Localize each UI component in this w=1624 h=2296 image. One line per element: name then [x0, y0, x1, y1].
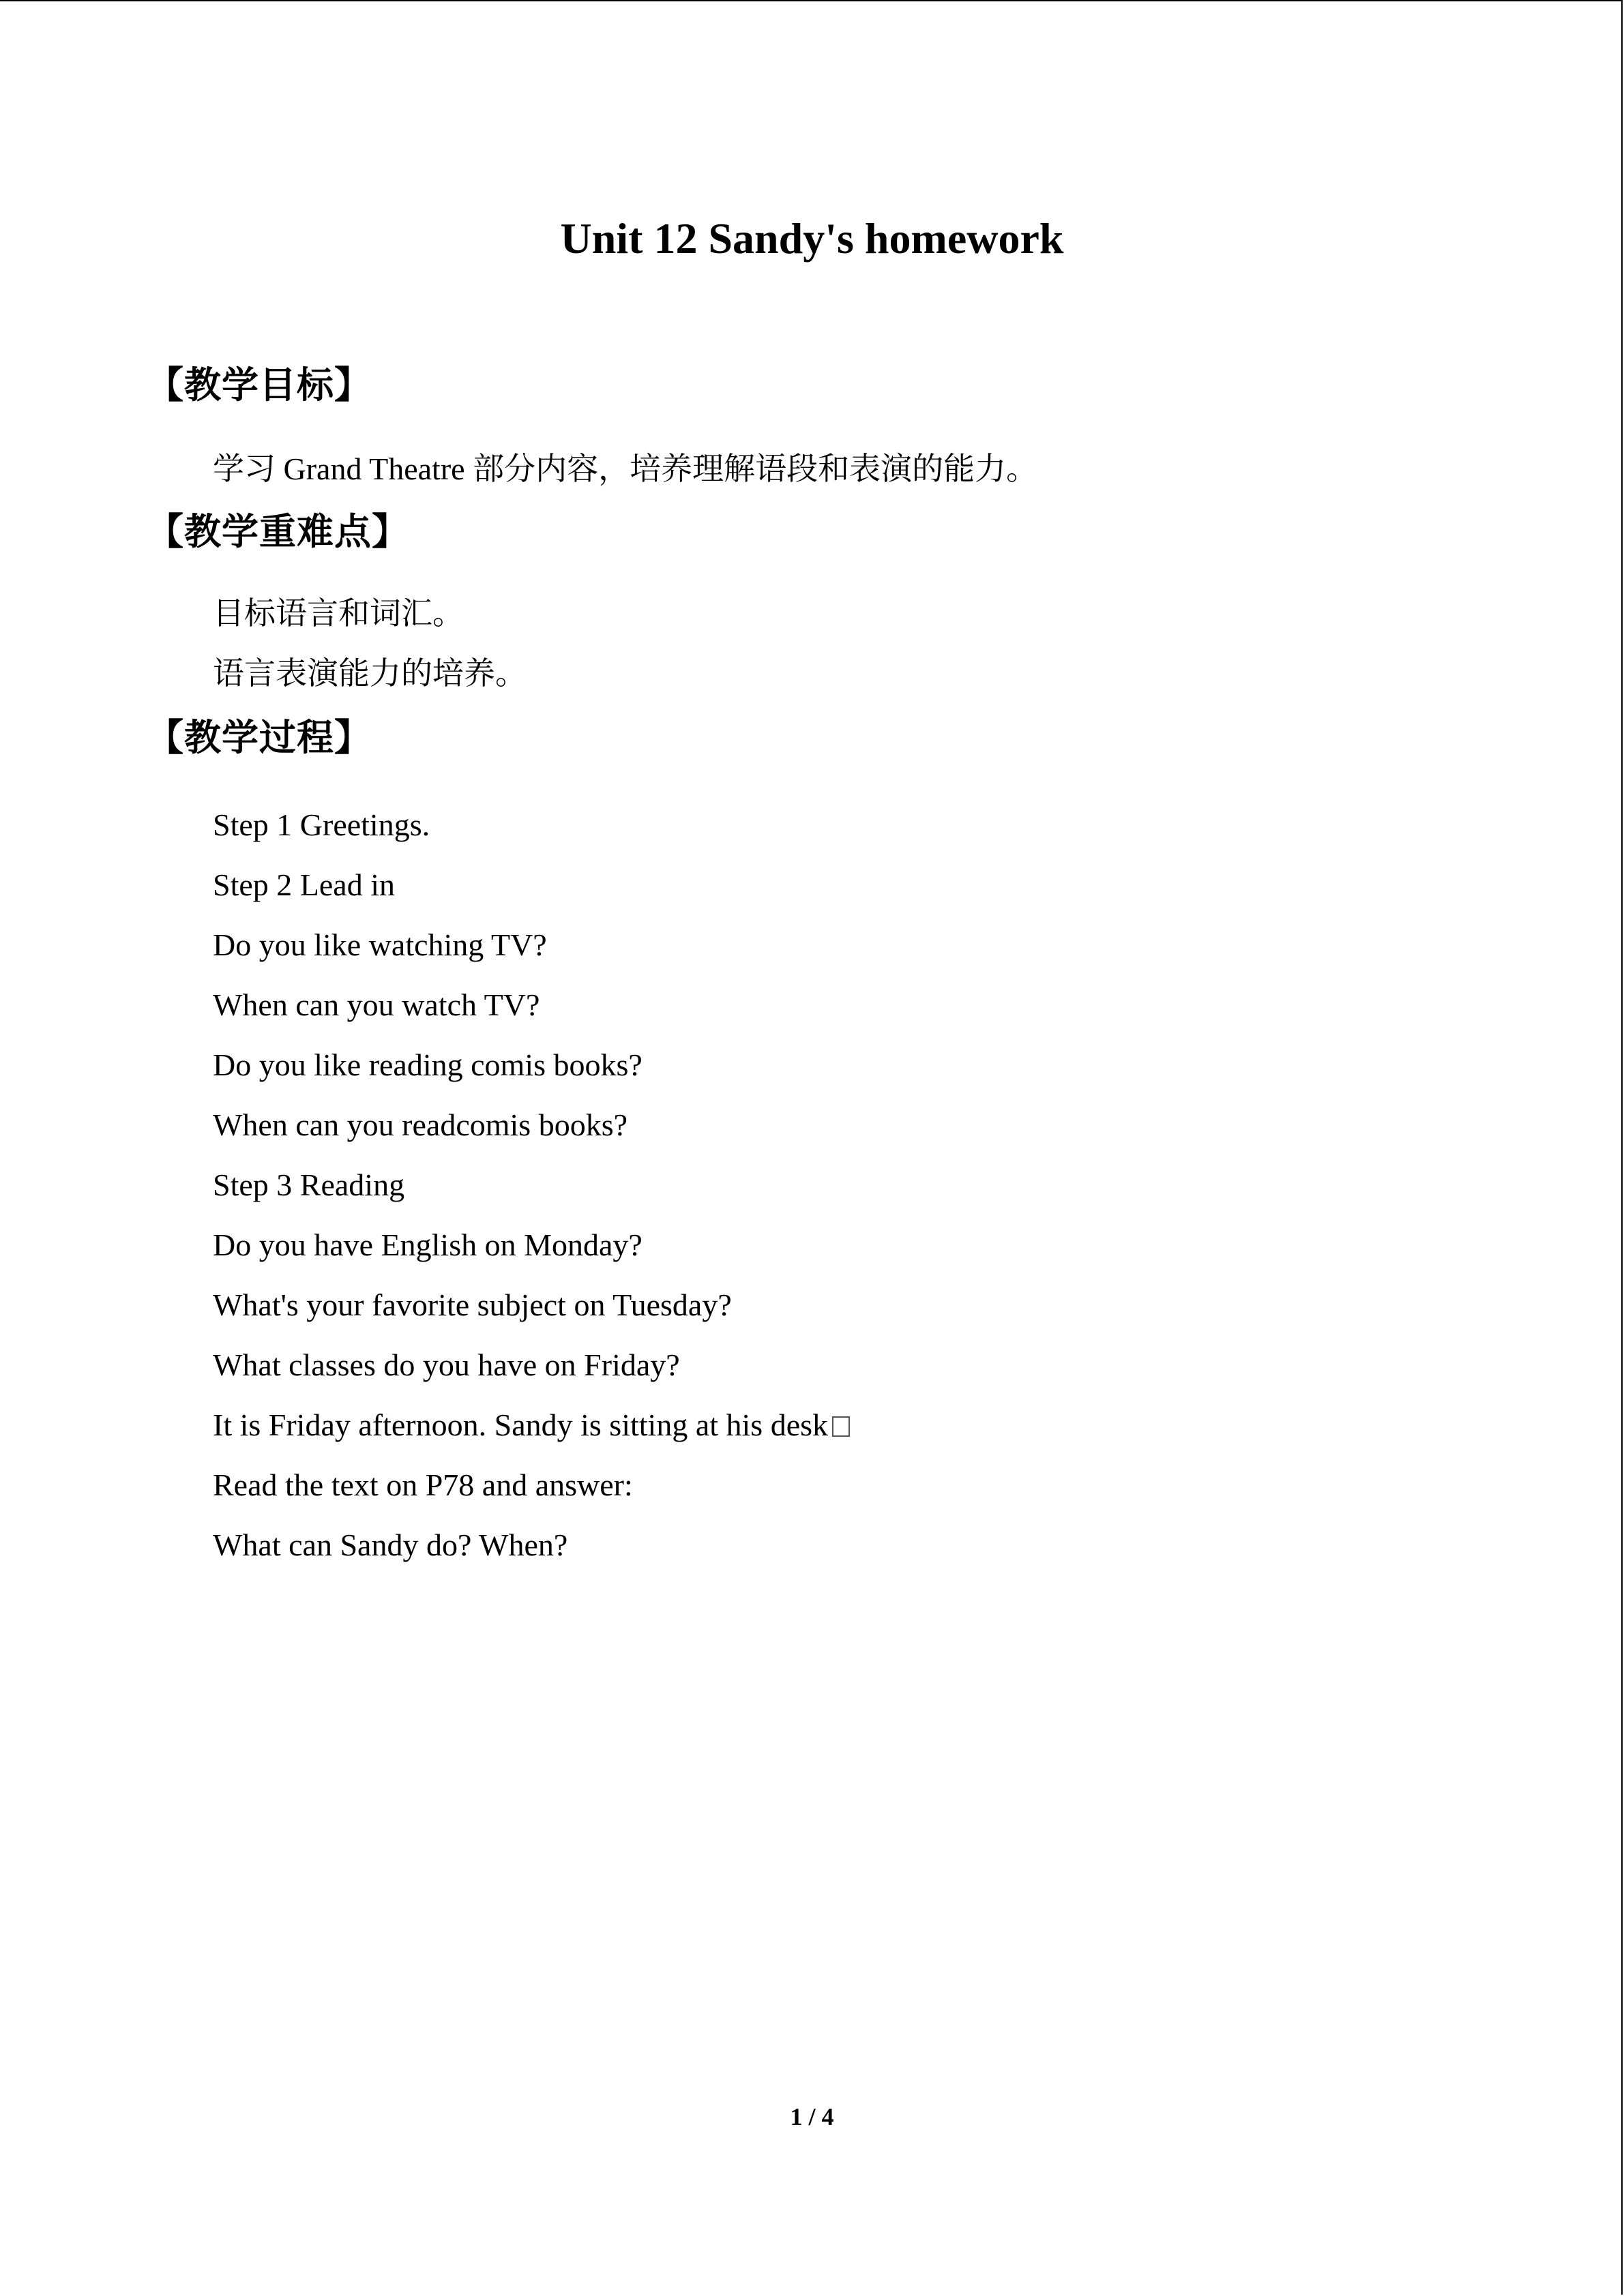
process-line: What classes do you have on Friday?	[213, 1347, 680, 1382]
page-number: 1 / 4	[790, 2103, 834, 2130]
section-heading-key-points: 【教学重难点】	[147, 510, 409, 553]
key-point-line: 目标语言和词汇。	[213, 596, 464, 631]
process-line: Step 2 Lead in	[213, 867, 395, 902]
missing-glyph-box	[832, 1416, 850, 1437]
process-line: What's your favorite subject on Tuesday?	[213, 1287, 732, 1322]
objective-line: 学习 Grand Theatre 部分内容，培养理解语段和表演的能力。	[213, 451, 1038, 486]
process-line: What can Sandy do? When?	[213, 1527, 568, 1562]
key-point-line: 语言表演能力的培养。	[213, 656, 527, 691]
process-line: When can you watch TV?	[213, 987, 540, 1022]
process-line: When can you readcomis books?	[213, 1107, 628, 1142]
process-line-text: It is Friday afternoon. Sandy is sitting at his desk	[213, 1407, 829, 1442]
process-line: Step 3 Reading	[213, 1167, 405, 1202]
document-title: Unit 12 Sandy's homework	[560, 214, 1064, 263]
process-line-with-box	[213, 1405, 850, 1446]
process-line: Step 1 Greetings.	[213, 807, 430, 842]
process-line: Do you have English on Monday?	[213, 1227, 643, 1262]
process-line: Do you like watching TV?	[213, 927, 547, 962]
section-heading-objectives: 【教学目标】	[147, 363, 372, 406]
process-line: Read the text on P78 and answer:	[213, 1467, 633, 1502]
section-heading-process: 【教学过程】	[147, 716, 372, 759]
process-line: Do you like reading comis books?	[213, 1047, 643, 1082]
